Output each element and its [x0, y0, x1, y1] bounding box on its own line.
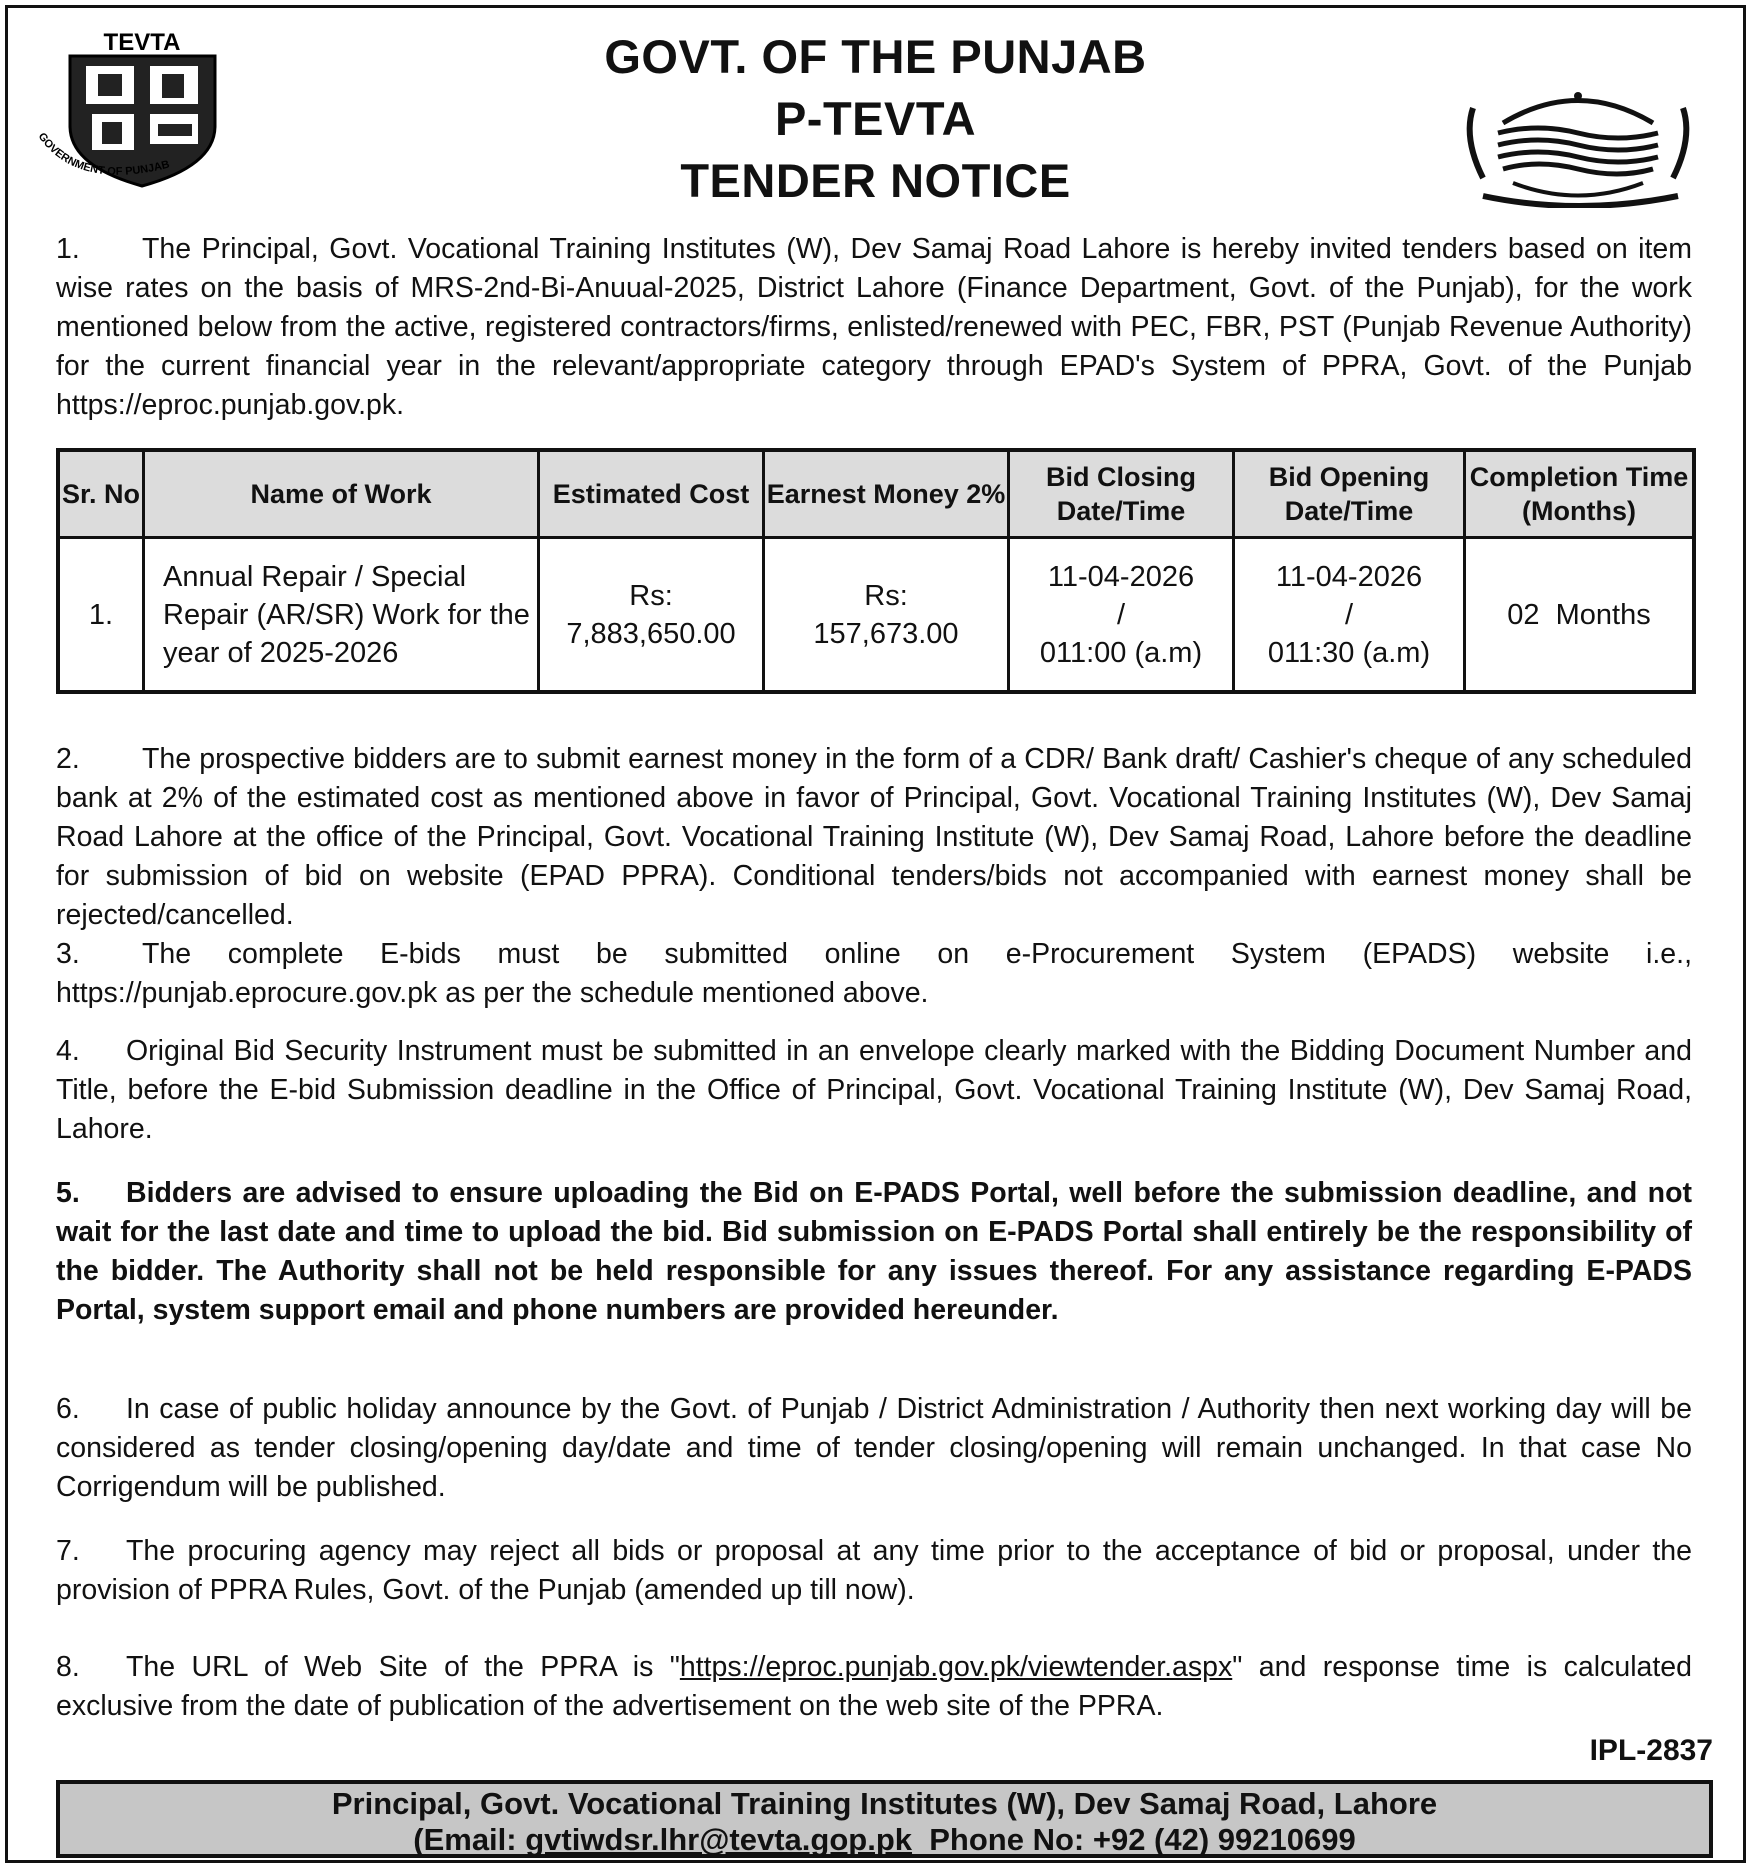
paragraph-6: 6. In case of public holiday announce by the Govt. of Punjab / District Administration / Authority then next working day will be considered as tender closing/opening day/date and time of tender closing/opening will remain unchanged. In that case No Corrigendum will be published.	[56, 1393, 1692, 1503]
contact-footer	[56, 1780, 1713, 1858]
paragraph-number: 1.	[56, 233, 80, 265]
cell-name-of-work: Annual Repair / Special Repair (AR/SR) Work for the year of 2025-2026	[144, 538, 539, 693]
footer-email-link[interactable]: gvtiwdsr.lhr@tevta.gop.pk	[525, 1822, 913, 1857]
col-bid-closing: Bid Closing Date/Time	[1009, 450, 1234, 538]
footer-phone: +92 (42) 99210699	[1092, 1822, 1356, 1857]
works-table	[56, 448, 1696, 694]
paragraph-8: 8. The URL of Web Site of the PPRA is "https://eproc.punjab.gov.pk/viewtender.aspx" and response time is calculated exclusive from the date of publication of the advertisement on the web site of the PPRA.	[56, 1651, 1692, 1722]
ipl-number: IPL-2837	[1589, 1734, 1713, 1767]
ppra-url-link[interactable]: https://eproc.punjab.gov.pk/viewtender.aspx	[679, 1651, 1233, 1683]
footer-contact: (Email: gvtiwdsr.lhr@tevta.gop.pk Phone No: +92 (42) 99210699	[413, 1822, 1356, 1857]
paragraph-4: 4. Original Bid Security Instrument must be submitted in an envelope clearly marked with the Bidding Document Number and Title, before the E-bid Submission deadline in the Office of Principal, Govt. Vocational Training Institute (W), Dev Samaj Road, Lahore.	[56, 1035, 1692, 1145]
cell-completion-time: 02 Months	[1465, 538, 1695, 693]
header-govt: GOVT. OF THE PUNJAB	[604, 30, 1147, 83]
header-org: P-TEVTA	[774, 92, 977, 145]
cell-bid-closing: 11-04-2026 / 011:00 (a.m)	[1009, 538, 1234, 693]
col-estimated-cost: Estimated Cost	[539, 450, 764, 538]
tevta-logo-text: TEVTA	[103, 29, 181, 56]
table-row	[58, 538, 1694, 693]
paragraph-2: 2. The prospective bidders are to submit earnest money in the form of a CDR/ Bank draft/ Cashier's cheque of any scheduled bank at 2% of the estimated cost as mentioned above in favor of Principal, Govt. Vocational Training Institutes (W), Dev Samaj Road Lahore at the office of the Principal, Govt. Vocational Training Institute (W), Dev Samaj Road, Lahore before the deadline for submission of bid on website (EPAD PPRA). Conditional tenders/bids not accompanied with earnest money shall be rejected/cancelled.	[56, 743, 1692, 931]
paragraph-1	[56, 230, 1692, 425]
cell-estimated-cost: Rs: 7,883,650.00	[539, 538, 764, 693]
col-bid-opening: Bid Opening Date/Time	[1234, 450, 1465, 538]
cell-earnest-money: Rs: 157,673.00	[764, 538, 1009, 693]
cell-bid-opening: 11-04-2026 / 011:30 (a.m)	[1234, 538, 1465, 693]
header-title: TENDER NOTICE	[680, 154, 1071, 207]
tender-notice-page	[5, 5, 1746, 1863]
cell-sr-no: 1.	[58, 538, 144, 693]
table-header-row	[58, 450, 1694, 538]
notice-header	[8, 26, 1743, 212]
tevta-ring-text: GOVERNMENT OF PUNJAB	[35, 130, 171, 178]
col-name-of-work: Name of Work	[144, 450, 539, 538]
paragraph-7: 7. The procuring agency may reject all bids or proposal at any time prior to the acceptance of bid or proposal, under the provision of PPRA Rules, Govt. of the Punjab (amended up till now).	[56, 1535, 1692, 1606]
col-completion-time: Completion Time (Months)	[1465, 450, 1695, 538]
paragraph-5: 5. Bidders are advised to ensure uploading the Bid on E-PADS Portal, well before the submission deadline, and not wait for the last date and time to upload the bid. Bid submission on E-PADS Portal shall entirely be the responsibility of the bidder. The Authority shall not be held responsible for any issues thereof. For any assistance regarding E-PADS Portal, system support email and phone numbers are provided hereunder.	[56, 1177, 1692, 1326]
col-earnest-money: Earnest Money 2%	[764, 450, 1009, 538]
paragraph-text: The Principal, Govt. Vocational Training Institutes (W), Dev Samaj Road Lahore is hereby invited tenders based on item wise rates on the basis of MRS-2nd-Bi-Anuual-2025, District Lahore (Finance Department, Govt. of the Punjab), for the work mentioned below from the active, registered contractors/firms, enlisted/renewed with PEC, FBR, PST (Punjab Revenue Authority) for the current financial year in the relevant/appropriate category through EPAD's System of PPRA, Govt. of the Punjab https://eproc.punjab.gov.pk.	[56, 233, 1692, 421]
footer-address: Principal, Govt. Vocational Training Institutes (W), Dev Samaj Road, Lahore	[331, 1786, 1438, 1821]
col-sr-no: Sr. No	[58, 450, 144, 538]
paragraph-3: 3. The complete E-bids must be submitted online on e-Procurement System (EPADS) website i.e., https://punjab.eprocure.gov.pk as per the schedule mentioned above.	[56, 938, 1692, 1009]
